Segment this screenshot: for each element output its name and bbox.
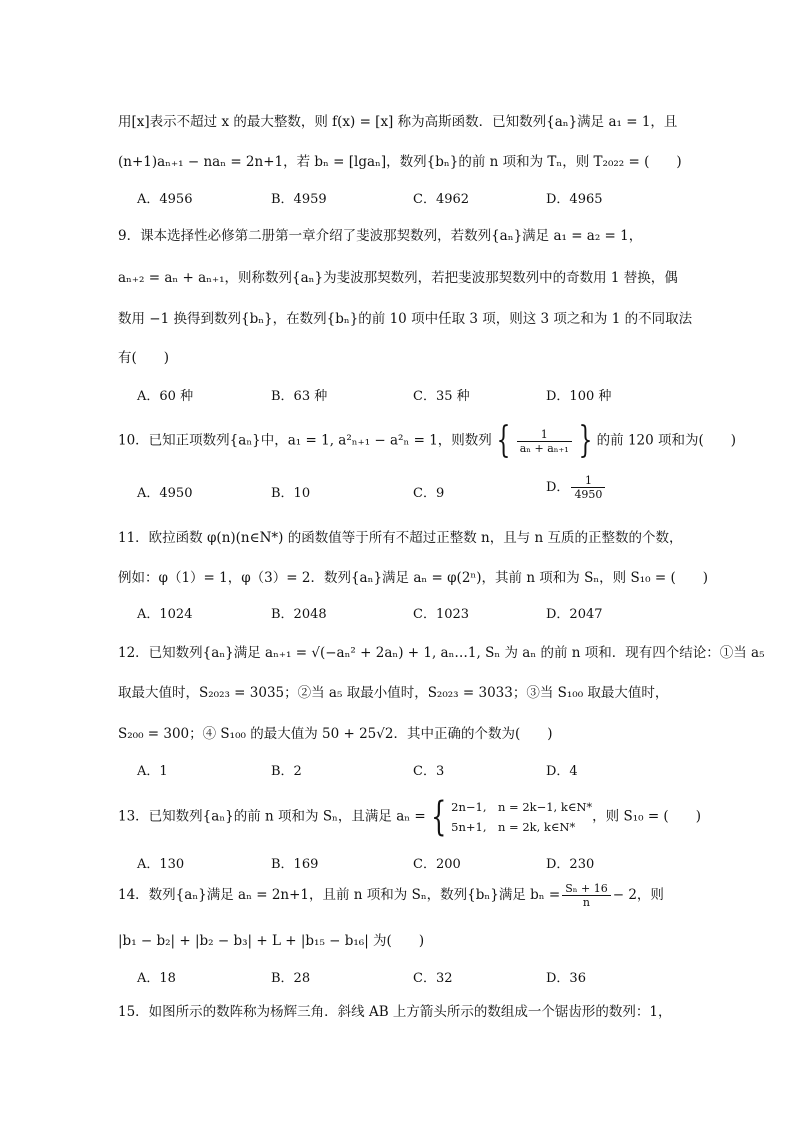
q14-pre: 14．数列{aₙ}满足 aₙ = 2n+1，且前 n 项和为 Sₙ，数列{bₙ}满足 bₙ = — [118, 887, 561, 903]
q9-line-3: 数用 −1 换得到数列{bₙ}，在数列{bₙ}的前 10 项中任取 3 项，则这 3 项之和为 1 的不同取法 — [118, 311, 693, 327]
q10-option-b[interactable]: B．10 — [271, 486, 311, 501]
q10-option-d-den: 4950 — [574, 488, 603, 501]
q11-line-1: 11．欧拉函数 φ(n)(n∈N*) 的函数值等于所有不超过正整数 n，且与 n 互质的正整数的个数， — [118, 530, 683, 546]
q8-line-2: (n+1)aₙ₊₁ − naₙ = 2n+1，若 bₙ = [lgaₙ]，数列{bₙ}的前 n 项和为 Tₙ，则 T₂₀₂₂ = ( ) — [118, 154, 682, 170]
q13-pre: 13．已知数列{aₙ}的前 n 项和为 Sₙ，且满足 aₙ = — [118, 808, 426, 825]
q14-option-c[interactable]: C．32 — [413, 971, 453, 986]
q10-pre: 10．已知正项数列{aₙ}中，a₁ = 1, a²ₙ₊₁ − a²ₙ = 1，则数列 — [118, 432, 492, 449]
q9-option-d[interactable]: D．100 种 — [546, 389, 612, 404]
q9-option-c[interactable]: C．35 种 — [413, 389, 470, 404]
q12-option-a[interactable]: A．1 — [137, 764, 168, 779]
q8-line-1: 用[x]表示不超过 x 的最大整数，则 f(x) = [x] 称为高斯函数．已知数列{aₙ}满足 a₁ = 1，且 — [118, 114, 678, 130]
q11-option-c[interactable]: C．1023 — [413, 607, 470, 622]
q13-option-d[interactable]: D．230 — [546, 857, 595, 872]
q14-frac-num: Sₙ + 16 — [562, 882, 611, 896]
q14-option-d[interactable]: D．36 — [546, 971, 586, 986]
q8-option-c[interactable]: C．4962 — [413, 192, 470, 207]
q9-line-2: aₙ₊₂ = aₙ + aₙ₊₁，则称数列{aₙ}为斐波那契数列，若把斐波那契数列中的奇数用 1 替换，偶 — [118, 270, 678, 286]
q10-line — [118, 420, 737, 461]
q11-option-a[interactable]: A．1024 — [137, 607, 193, 622]
q10-frac-num: 1 — [517, 428, 572, 442]
q10-option-d[interactable] — [546, 474, 607, 501]
q12-option-c[interactable]: C．3 — [413, 764, 445, 779]
q10-post: 的前 120 项和为( ) — [596, 432, 737, 449]
q13-option-b[interactable]: B．169 — [271, 857, 319, 872]
q9-option-a[interactable]: A．60 种 — [137, 389, 194, 404]
q10-frac-den: aₙ + aₙ₊₁ — [519, 441, 569, 455]
q14-option-a[interactable]: A．18 — [137, 971, 176, 986]
q14-frac-den: n — [582, 896, 590, 909]
q8-option-d[interactable]: D．4965 — [546, 192, 603, 207]
q13-cases — [451, 797, 592, 837]
q14-line-2: |b₁ − b₂| + |b₂ − b₃| + L + |b₁₅ − b₁₆| 为( ) — [118, 933, 425, 949]
q14-fraction — [562, 882, 611, 909]
q13-post: ，则 S₁₀ = ( ) — [592, 808, 701, 825]
q10-option-a[interactable]: A．4950 — [137, 486, 193, 501]
q13-option-a[interactable]: A．130 — [137, 857, 185, 872]
q15-line-1: 15．如图所示的数阵称为杨辉三角．斜线 AB 上方箭头所示的数组成一个锯齿形的数列：1， — [118, 1004, 672, 1020]
q13-case-1: 2n−1, n = 2k−1, k∈N* — [451, 800, 593, 814]
q13-case-2: 5n+1, n = 2k, k∈N* — [451, 820, 576, 834]
q12-line-3: S₂₀₀ = 300；④ S₁₀₀ 的最大值为 50 + 25√2．其中正确的个数为( ) — [118, 726, 553, 742]
q14-line-1 — [118, 882, 664, 909]
q10-option-d-num: 1 — [571, 474, 605, 488]
q12-option-d[interactable]: D．4 — [546, 764, 578, 779]
q11-option-b[interactable]: B．2048 — [271, 607, 327, 622]
q9-line-1: 9．课本选择性必修第二册第一章介绍了斐波那契数列，若数列{aₙ}满足 a₁ = a₂ = 1， — [118, 228, 643, 244]
q9-option-b[interactable]: B．63 种 — [271, 389, 328, 404]
q10-option-c[interactable]: C．9 — [413, 486, 445, 501]
q12-option-b[interactable]: B．2 — [271, 764, 302, 779]
left-brace-icon: { — [496, 420, 511, 461]
q13-line — [118, 794, 701, 840]
q9-line-4: 有( ) — [118, 350, 170, 366]
q8-option-a[interactable]: A．4956 — [137, 192, 193, 207]
q8-option-b[interactable]: B．4959 — [271, 192, 327, 207]
q10-option-d-label: D． — [546, 480, 570, 495]
q14-post: − 2，则 — [612, 887, 664, 903]
q12-line-1: 12．已知数列{aₙ}满足 aₙ₊₁ = √(−aₙ² + 2aₙ) + 1, aₙ…1, Sₙ 为 aₙ 的前 n 项和．现有四个结论：①当 a₅ — [118, 645, 765, 661]
q11-line-2: 例如：φ（1）= 1，φ（3）= 2．数列{aₙ}满足 aₙ = φ(2ⁿ)，其前 n 项和为 Sₙ，则 S₁₀ = ( ) — [118, 570, 708, 586]
q13-option-c[interactable]: C．200 — [413, 857, 461, 872]
q10-fraction — [517, 428, 572, 455]
q11-option-d[interactable]: D．2047 — [546, 607, 603, 622]
left-brace-icon: { — [430, 794, 447, 840]
q10-option-d-fraction — [571, 474, 605, 501]
q12-line-2: 取最大值时，S₂₀₂₃ = 3035；②当 a₅ 取最小值时，S₂₀₂₃ = 3033；③当 S₁₀₀ 取最大值时， — [118, 685, 669, 701]
q14-option-b[interactable]: B．28 — [271, 971, 311, 986]
right-brace-icon: } — [578, 420, 593, 461]
